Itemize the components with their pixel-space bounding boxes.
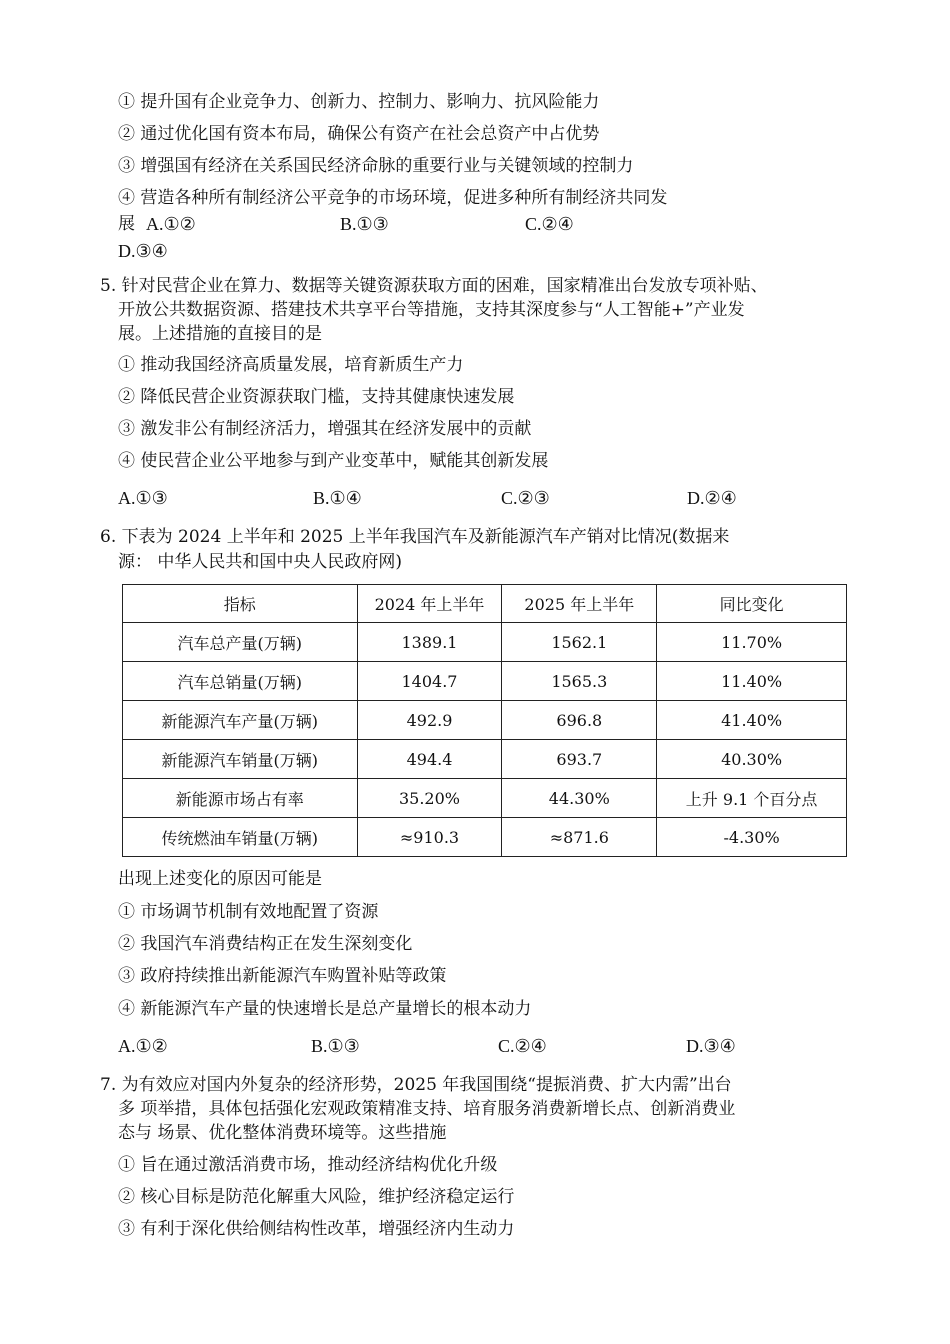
q7-stem-line-3: 态与 场景、优化整体消费环境等。这些措施 <box>118 1123 447 1143</box>
value-change: 11.70% <box>657 623 847 662</box>
value-change: -4.30% <box>657 818 847 857</box>
row-label: 新能源市场占有率 <box>123 779 358 818</box>
q7-statement-2: ② 核心目标是防范化解重大风险，维护经济稳定运行 <box>118 1187 515 1207</box>
row-label: 传统燃油车销量(万辆) <box>123 818 358 857</box>
q5-option-b[interactable]: B.①④ <box>313 488 362 508</box>
q6-option-b[interactable]: B.①③ <box>311 1036 360 1056</box>
value-2024: 494.4 <box>357 740 502 779</box>
q6-stem-line-1: 6. 下表为 2024 上半年和 2025 上半年我国汽车及新能源汽车产销对比情况(数据来 <box>100 527 730 547</box>
q6-statement-2: ② 我国汽车消费结构正在发生深刻变化 <box>118 934 413 954</box>
row-label: 汽车总销量(万辆) <box>123 662 358 701</box>
value-2025: 1562.1 <box>502 623 657 662</box>
value-change: 41.40% <box>657 701 847 740</box>
value-2024: 1404.7 <box>357 662 502 701</box>
q6-option-c[interactable]: C.②④ <box>498 1036 547 1056</box>
q5-option-a[interactable]: A.①③ <box>118 488 168 508</box>
q4-statement-3: ③ 增强国有经济在关系国民经济命脉的重要行业与关键领域的控制力 <box>118 156 634 176</box>
header-2025-h1: 2025 年上半年 <box>502 585 657 623</box>
table-row <box>123 662 847 701</box>
header-indicator: 指标 <box>123 585 358 623</box>
table-row <box>123 623 847 662</box>
table-row <box>123 779 847 818</box>
q6-stem-line-2: 源： 中华人民共和国中央人民政府网) <box>118 552 403 572</box>
q4-option-d[interactable]: D.③④ <box>118 241 168 261</box>
q5-stem-line-3: 展。上述措施的直接目的是 <box>118 324 322 344</box>
table-row <box>123 701 847 740</box>
q6-statement-4: ④ 新能源汽车产量的快速增长是总产量增长的根本动力 <box>118 999 532 1019</box>
q5-option-d[interactable]: D.②④ <box>687 488 737 508</box>
q7-statement-3: ③ 有利于深化供给侧结构性改革，增强经济内生动力 <box>118 1219 515 1239</box>
value-2025: 44.30% <box>502 779 657 818</box>
q7-stem-line-1: 7. 为有效应对国内外复杂的经济形势，2025 年我国围绕“提振消费、扩大内需”出台 <box>100 1075 732 1095</box>
q5-option-c[interactable]: C.②③ <box>501 488 550 508</box>
q5-statement-2: ② 降低民营企业资源获取门槛，支持其健康快速发展 <box>118 387 515 407</box>
q5-stem-line-2: 开放公共数据资源、搭建技术共享平台等措施，支持其深度参与“人工智能+”产业发 <box>118 300 745 320</box>
q4-statement-2: ② 通过优化国有资本布局，确保公有资产在社会总资产中占优势 <box>118 124 600 144</box>
q7-statement-1: ① 旨在通过激活消费市场，推动经济结构优化升级 <box>118 1155 498 1175</box>
q6-statement-3: ③ 政府持续推出新能源汽车购置补贴等政策 <box>118 966 447 986</box>
q4-statement-1: ① 提升国有企业竞争力、创新力、控制力、影响力、抗风险能力 <box>118 92 600 112</box>
value-2024: 35.20% <box>357 779 502 818</box>
value-change: 11.40% <box>657 662 847 701</box>
value-2025: 693.7 <box>502 740 657 779</box>
value-change: 40.30% <box>657 740 847 779</box>
q4-statement-4: ④ 营造各种所有制经济公平竞争的市场环境，促进多种所有制经济共同发 <box>118 188 668 208</box>
value-2025: 1565.3 <box>502 662 657 701</box>
q6-option-d[interactable]: D.③④ <box>686 1036 736 1056</box>
q6-question: 出现上述变化的原因可能是 <box>118 869 322 889</box>
q7-stem-line-2: 多 项举措，具体包括强化宏观政策精准支持、培育服务消费新增长点、创新消费业 <box>118 1099 736 1119</box>
table-row <box>123 740 847 779</box>
q4-option-c[interactable]: C.②④ <box>525 214 574 234</box>
row-label: 新能源汽车销量(万辆) <box>123 740 358 779</box>
table-row <box>123 818 847 857</box>
value-2025: 696.8 <box>502 701 657 740</box>
header-2024-h1: 2024 年上半年 <box>357 585 502 623</box>
row-label: 汽车总产量(万辆) <box>123 623 358 662</box>
q6-statement-1: ① 市场调节机制有效地配置了资源 <box>118 902 379 922</box>
q6-option-a[interactable]: A.①② <box>118 1036 168 1056</box>
value-2024: 1389.1 <box>357 623 502 662</box>
header-yoy-change: 同比变化 <box>657 585 847 623</box>
row-label: 新能源汽车产量(万辆) <box>123 701 358 740</box>
q4-option-b[interactable]: B.①③ <box>340 214 389 234</box>
value-2024: ≈910.3 <box>357 818 502 857</box>
q4-option-a[interactable]: A.①② <box>146 214 196 234</box>
value-2025: ≈871.6 <box>502 818 657 857</box>
q4-statement-4-cont: 展 <box>118 214 135 234</box>
value-2024: 492.9 <box>357 701 502 740</box>
car-sales-table <box>122 584 847 857</box>
value-change: 上升 9.1 个百分点 <box>657 779 847 818</box>
q5-stem-line-1: 5. 针对民营企业在算力、数据等关键资源获取方面的困难，国家精准出台发放专项补贴、 <box>100 276 768 296</box>
q5-statement-1: ① 推动我国经济高质量发展，培育新质生产力 <box>118 355 464 375</box>
table-header-row <box>123 585 847 623</box>
q5-statement-4: ④ 使民营企业公平地参与到产业变革中，赋能其创新发展 <box>118 451 549 471</box>
q5-statement-3: ③ 激发非公有制经济活力，增强其在经济发展中的贡献 <box>118 419 532 439</box>
